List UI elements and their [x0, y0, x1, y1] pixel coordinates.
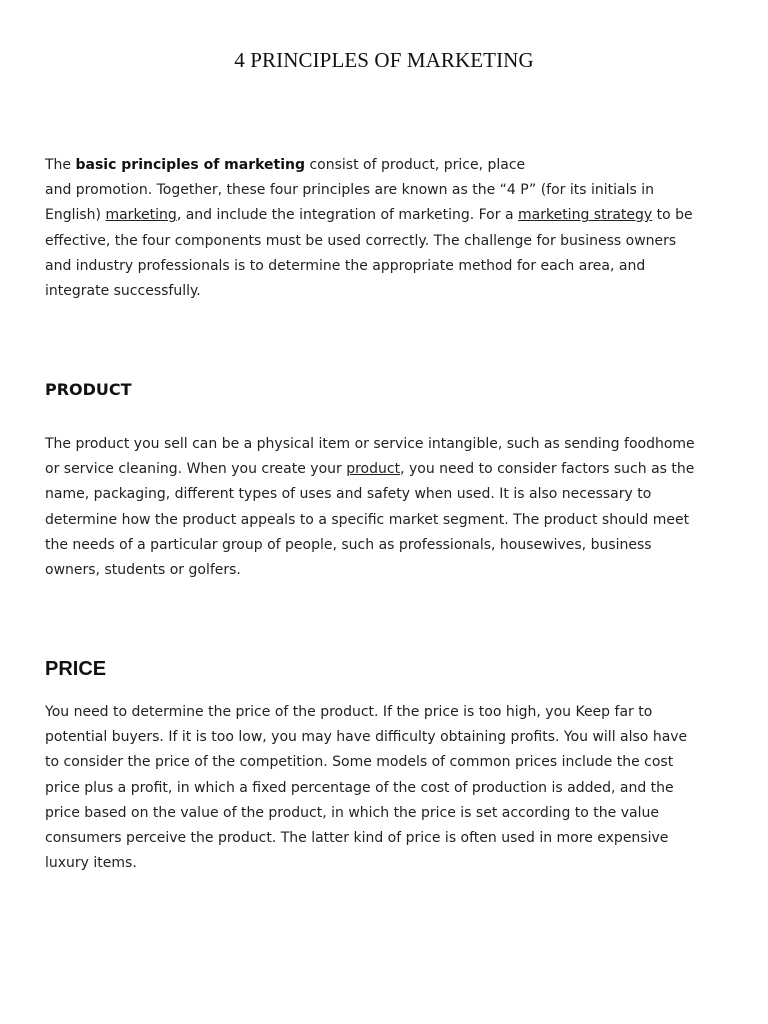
intro-line-1 — [45, 153, 735, 178]
product-heading: PRODUCT — [45, 380, 132, 399]
document-title: 4 PRINCIPLES OF MARKETING — [234, 48, 534, 72]
intro-text: , and include the integration of marketing. For a — [176, 207, 518, 224]
price-line-5: price based on the value of the product, in which the price is set according to the value — [45, 804, 659, 821]
price-heading: PRICE — [45, 658, 107, 680]
intro-text: consist of product, price, place — [305, 157, 526, 173]
price-line-2: potential buyers. If it is too low, you may have difficulty obtaining profits. You will also have — [45, 729, 688, 746]
intro-line-6: integrate successfully. — [45, 283, 201, 300]
price-paragraph — [45, 700, 735, 876]
intro-line-5: and industry professionals is to determine the appropriate method for each area, and — [45, 257, 646, 274]
price-line-4: price plus a profit, in which a fixed percentage of the cost of production is added, and the — [45, 779, 674, 796]
product-line-4: determine how the product appeals to a specific market segment. The product should meet — [45, 511, 690, 528]
marketing-link[interactable]: marketing — [105, 207, 177, 224]
product-line-2 — [45, 457, 735, 482]
price-line-3: to consider the price of the competition. Some models of common prices include the cost — [45, 754, 674, 771]
product-text: , you need to consider factors such as the — [400, 461, 695, 478]
product-link[interactable]: product — [346, 461, 401, 478]
product-line-3: name, packaging, different types of uses and safety when used. It is also necessary to — [45, 486, 652, 503]
product-line-6: owners, students or golfers. — [45, 562, 241, 579]
product-text: or service cleaning. When you create your — [45, 461, 347, 478]
intro-line-3 — [45, 203, 735, 228]
price-line-6: consumers perceive the product. The latter kind of price is often used in more expensive — [45, 830, 669, 847]
intro-line-4: effective, the four components must be used correctly. The challenge for business owners — [45, 232, 677, 249]
intro-line-2: and promotion. Together, these four principles are known as the “4 P” (for its initials in — [45, 182, 654, 199]
product-line-5: the needs of a particular group of people, such as professionals, housewives, business — [45, 536, 652, 553]
product-line-1: The product you sell can be a physical item or service intangible, such as sending foodhome — [45, 436, 695, 452]
price-line-7: luxury items. — [45, 855, 137, 872]
intro-text: The — [45, 157, 76, 173]
intro-text: English) — [45, 207, 106, 224]
price-line-1: You need to determine the price of the product. If the price is too high, you Keep far to — [45, 704, 653, 720]
product-paragraph — [45, 432, 735, 583]
intro-paragraph — [45, 153, 735, 304]
intro-text: to be — [652, 207, 693, 224]
intro-bold-phrase: basic principles of marketing — [75, 157, 306, 173]
marketing-strategy-link[interactable]: marketing strategy — [518, 207, 653, 224]
